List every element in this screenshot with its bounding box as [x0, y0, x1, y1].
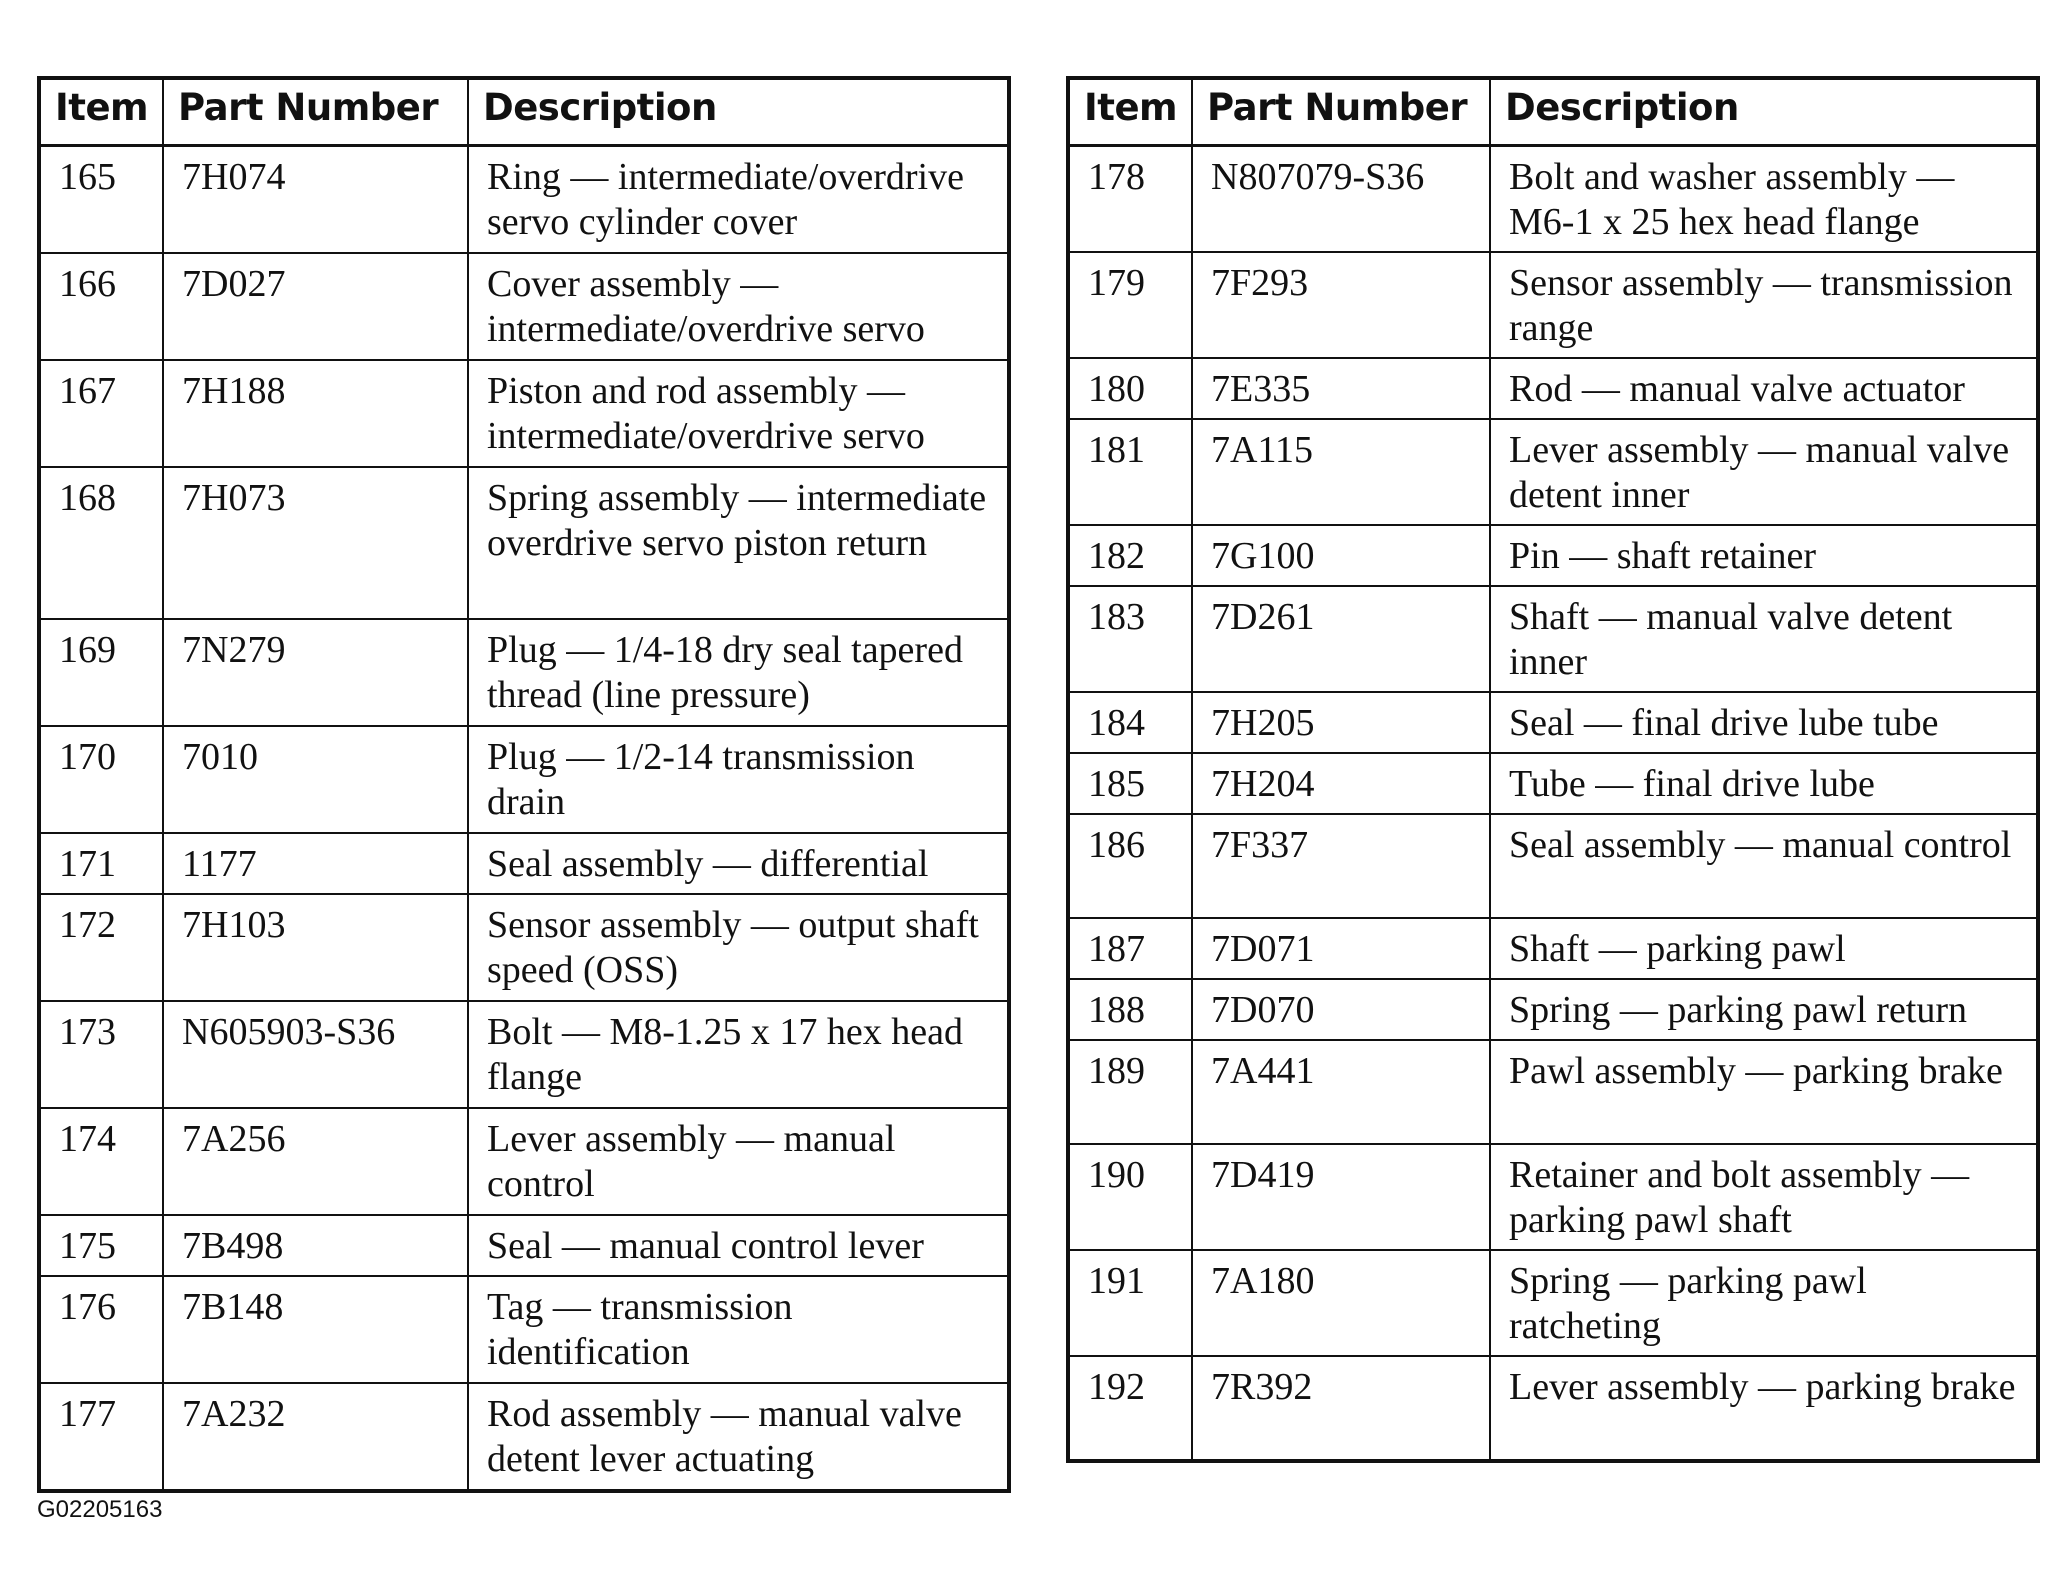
item-cell: 184 — [1068, 692, 1192, 753]
description-cell: Pin — shaft retainer — [1490, 525, 2038, 586]
item-cell: 187 — [1068, 918, 1192, 979]
item-cell: 181 — [1068, 419, 1192, 525]
item-cell: 165 — [39, 146, 163, 254]
table-row — [1068, 918, 2038, 979]
part-number-cell: 7N279 — [163, 619, 468, 726]
part-number-cell: 7A441 — [1192, 1040, 1490, 1144]
description-cell: Sensor assembly — output shaft speed (OSS) — [468, 894, 1009, 1001]
part-number-cell: 7G100 — [1192, 525, 1490, 586]
part-number-cell: 7F293 — [1192, 252, 1490, 358]
parts-table-left — [37, 76, 1011, 1493]
table-row — [1068, 979, 2038, 1040]
item-cell: 192 — [1068, 1356, 1192, 1461]
description-cell: Lever assembly — manual valve detent inner — [1490, 419, 2038, 525]
part-number-cell: 7A180 — [1192, 1250, 1490, 1356]
item-cell: 186 — [1068, 814, 1192, 918]
description-cell: Cover assembly — intermediate/overdrive servo — [468, 253, 1009, 360]
table-row — [1068, 252, 2038, 358]
description-cell: Tube — final drive lube — [1490, 753, 2038, 814]
item-cell: 169 — [39, 619, 163, 726]
table-row — [39, 1001, 1009, 1108]
header-part-number: Part Number — [1192, 78, 1490, 146]
table-row — [39, 619, 1009, 726]
item-cell: 168 — [39, 467, 163, 619]
part-number-cell: 1177 — [163, 833, 468, 894]
description-cell: Shaft — parking pawl — [1490, 918, 2038, 979]
part-number-cell: N807079-S36 — [1192, 146, 1490, 253]
table-body-left — [39, 146, 1009, 1492]
part-number-cell: 7D261 — [1192, 586, 1490, 692]
part-number-cell: 7H204 — [1192, 753, 1490, 814]
description-cell: Spring assembly — intermediate overdrive servo piston return — [468, 467, 1009, 619]
table-row — [39, 1276, 1009, 1383]
header-item: Item — [39, 78, 163, 146]
description-cell: Seal assembly — manual control — [1490, 814, 2038, 918]
description-cell: Retainer and bolt assembly — parking pawl shaft — [1490, 1144, 2038, 1250]
table-row — [39, 253, 1009, 360]
description-cell: Bolt and washer assembly — M6-1 x 25 hex head flange — [1490, 146, 2038, 253]
header-description: Description — [1490, 78, 2038, 146]
part-number-cell: 7R392 — [1192, 1356, 1490, 1461]
description-cell: Tag — transmission identification — [468, 1276, 1009, 1383]
table-row — [39, 726, 1009, 833]
item-cell: 189 — [1068, 1040, 1192, 1144]
description-cell: Lever assembly — parking brake — [1490, 1356, 2038, 1461]
item-cell: 188 — [1068, 979, 1192, 1040]
header-part-number: Part Number — [163, 78, 468, 146]
table-row — [1068, 1040, 2038, 1144]
item-cell: 171 — [39, 833, 163, 894]
table-row — [1068, 814, 2038, 918]
table-row — [39, 833, 1009, 894]
description-cell: Pawl assembly — parking brake — [1490, 1040, 2038, 1144]
part-number-cell: 7A232 — [163, 1383, 468, 1491]
figure-id-caption: G02205163 — [37, 1496, 163, 1523]
table-row — [1068, 692, 2038, 753]
description-cell: Seal — final drive lube tube — [1490, 692, 2038, 753]
part-number-cell: 7D027 — [163, 253, 468, 360]
description-cell: Piston and rod assembly — intermediate/overdrive servo — [468, 360, 1009, 467]
description-cell: Shaft — manual valve detent inner — [1490, 586, 2038, 692]
part-number-cell: 7H103 — [163, 894, 468, 1001]
table-row — [39, 146, 1009, 254]
item-cell: 175 — [39, 1215, 163, 1276]
table-body-right — [1068, 146, 2038, 1462]
item-cell: 182 — [1068, 525, 1192, 586]
description-cell: Spring — parking pawl ratcheting — [1490, 1250, 2038, 1356]
table-row — [1068, 1250, 2038, 1356]
table-row — [1068, 1144, 2038, 1250]
part-number-cell: 7B498 — [163, 1215, 468, 1276]
item-cell: 180 — [1068, 358, 1192, 419]
part-number-cell: 7010 — [163, 726, 468, 833]
table-row — [1068, 358, 2038, 419]
item-cell: 177 — [39, 1383, 163, 1491]
item-cell: 185 — [1068, 753, 1192, 814]
part-number-cell: 7H073 — [163, 467, 468, 619]
item-cell: 166 — [39, 253, 163, 360]
table-row — [39, 894, 1009, 1001]
description-cell: Spring — parking pawl return — [1490, 979, 2038, 1040]
part-number-cell: 7D071 — [1192, 918, 1490, 979]
table-header-row — [1068, 78, 2038, 146]
description-cell: Ring — intermediate/overdrive servo cylinder cover — [468, 146, 1009, 254]
table-row — [1068, 146, 2038, 253]
item-cell: 191 — [1068, 1250, 1192, 1356]
description-cell: Plug — 1/2-14 transmission drain — [468, 726, 1009, 833]
description-cell: Seal assembly — differential — [468, 833, 1009, 894]
item-cell: 179 — [1068, 252, 1192, 358]
item-cell: 183 — [1068, 586, 1192, 692]
item-cell: 178 — [1068, 146, 1192, 253]
table-row — [39, 467, 1009, 619]
table-row — [39, 1108, 1009, 1215]
table-row — [39, 1215, 1009, 1276]
header-item: Item — [1068, 78, 1192, 146]
part-number-cell: 7D070 — [1192, 979, 1490, 1040]
item-cell: 167 — [39, 360, 163, 467]
header-description: Description — [468, 78, 1009, 146]
table-row — [1068, 586, 2038, 692]
part-number-cell: 7D419 — [1192, 1144, 1490, 1250]
part-number-cell: 7B148 — [163, 1276, 468, 1383]
table-row — [1068, 525, 2038, 586]
parts-table-right — [1066, 76, 2040, 1463]
table-row — [1068, 419, 2038, 525]
table-row — [1068, 753, 2038, 814]
part-number-cell: 7E335 — [1192, 358, 1490, 419]
item-cell: 172 — [39, 894, 163, 1001]
description-cell: Plug — 1/4-18 dry seal tapered thread (line pressure) — [468, 619, 1009, 726]
description-cell: Rod — manual valve actuator — [1490, 358, 2038, 419]
table-row — [39, 1383, 1009, 1491]
item-cell: 174 — [39, 1108, 163, 1215]
item-cell: 170 — [39, 726, 163, 833]
item-cell: 190 — [1068, 1144, 1192, 1250]
part-number-cell: 7H205 — [1192, 692, 1490, 753]
part-number-cell: N605903-S36 — [163, 1001, 468, 1108]
table-row — [1068, 1356, 2038, 1461]
description-cell: Sensor assembly — transmission range — [1490, 252, 2038, 358]
description-cell: Bolt — M8-1.25 x 17 hex head flange — [468, 1001, 1009, 1108]
table-row — [39, 360, 1009, 467]
part-number-cell: 7F337 — [1192, 814, 1490, 918]
part-number-cell: 7H188 — [163, 360, 468, 467]
description-cell: Rod assembly — manual valve detent lever actuating — [468, 1383, 1009, 1491]
item-cell: 173 — [39, 1001, 163, 1108]
item-cell: 176 — [39, 1276, 163, 1383]
part-number-cell: 7A256 — [163, 1108, 468, 1215]
part-number-cell: 7A115 — [1192, 419, 1490, 525]
table-header-row — [39, 78, 1009, 146]
description-cell: Seal — manual control lever — [468, 1215, 1009, 1276]
description-cell: Lever assembly — manual control — [468, 1108, 1009, 1215]
part-number-cell: 7H074 — [163, 146, 468, 254]
